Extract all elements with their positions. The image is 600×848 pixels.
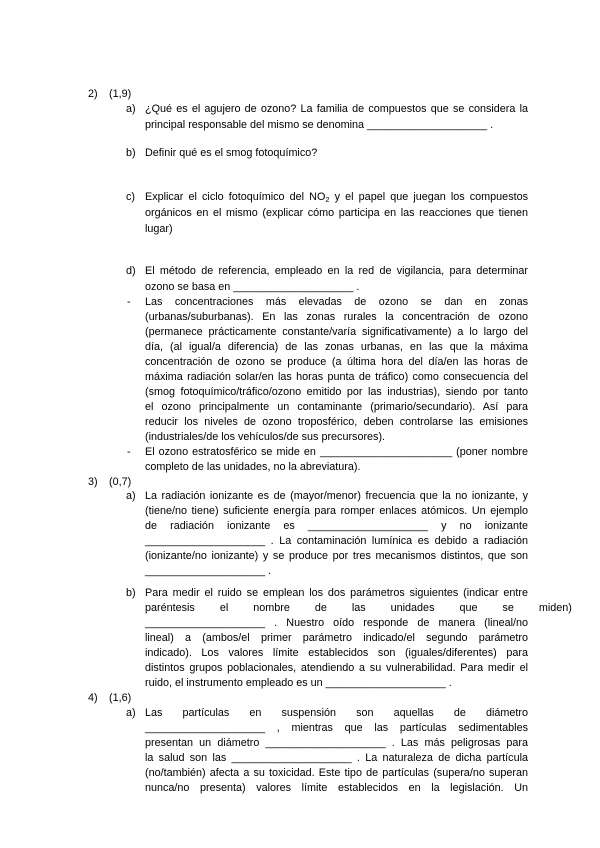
q2e-line: día, (al igual/a diferencia) de las zonas urbanas, en las que la máxima (145, 341, 528, 353)
q3b-line: ruido, el instrumento empleado es un ____________________ . (145, 677, 452, 689)
q4a-line: nunca/no presenta) valores límite establecidos en la legislación. Un (145, 782, 528, 794)
q2f-bullet: - (127, 446, 131, 458)
q3b-line: Para medir el ruido se emplean los dos parámetros siguientes (indicar entre (145, 587, 528, 599)
q3-number: 3) (88, 476, 98, 488)
q2e-line: (urbanas/suburbanas). En las zonas rurales la concentración de ozono (145, 311, 528, 323)
q3b-line: ____________________ . Nuestro oído responde de manera (lineal/no (145, 617, 528, 629)
q2e-line: máxima radiación solar/en las horas punta de tráfico) como consecuencia del (145, 371, 528, 383)
q2-points: (1,9) (109, 88, 132, 100)
q3b-line: paréntesis el nombre de las unidades que se miden) (145, 602, 572, 614)
q4a-line: la salud son las ____________________ . La naturaleza de dicha partícula (145, 752, 528, 764)
q3b-letter: b) (126, 587, 136, 599)
q2d-letter: d) (126, 265, 136, 277)
no2-subscript: 2 (325, 195, 330, 204)
q2c-line-1-start: Explicar el ciclo fotoquímico del NO (145, 191, 326, 203)
q3b-line: lineal) a (ambos/el primer parámetro indicado/el segundo parámetro (145, 632, 528, 644)
q2e-line: concentración de ozono se produce (a última hora del día/en las horas de (145, 356, 528, 368)
q3a-line: La radiación ionizante es de (mayor/menor) frecuencia que la no ionizante, y (145, 490, 528, 502)
q2c-line-3: lugar) (145, 223, 173, 235)
q3-points: (0,7) (109, 476, 132, 488)
q4a-line: (no/también) afecta a su toxicidad. Este tipo de partículas (supera/no superan (145, 767, 528, 779)
q2f-line-2: completo de las unidades, no la abreviatura). (145, 461, 361, 473)
q3a-line: (ionizante/no ionizante) y se produce por tres mecanismos distintos, que son (145, 550, 528, 562)
q3a-letter: a) (126, 490, 136, 502)
q2a-line-2: principal responsable del mismo se denomina ____________________ . (145, 119, 494, 131)
q3a-line: (tiene/no tiene) suficiente energía para romper enlaces atómicos. Un ejemplo (145, 505, 528, 517)
q2e-line: (permanece prácticamente constante/varía significativamente) a lo largo del (145, 326, 528, 338)
q3b-line: distintos grupos poblacionales, atendiendo a su vulnerabilidad. Para medir el (145, 662, 528, 674)
q2b-line-1: Definir qué es el smog fotoquímico? (145, 147, 318, 159)
q3a-line: de radiación ionizante es ____________________ y no ionizante (145, 520, 528, 532)
q4-points: (1,6) (109, 692, 132, 704)
q3a-line: ____________________ . (145, 565, 272, 577)
q2e-line: el ozono principalmente un contaminante (primario/secundario). Así para (145, 401, 528, 413)
q4a-line: Las partículas en suspensión son aquellas de diámetro (145, 707, 528, 719)
q4a-letter: a) (126, 707, 136, 719)
q4a-line: ____________________ , mientras que las partículas sedimentables (145, 722, 528, 734)
q2e-line: Las concentraciones más elevadas de ozono se dan en zonas (145, 296, 528, 308)
q2c-line-1-end: y el papel que juegan los compuestos (329, 191, 528, 203)
q2a-line-1: ¿Qué es el agujero de ozono? La familia de compuestos que se considera la (145, 103, 528, 115)
q2e-line: reducir los niveles de ozono troposférico, deben controlarse las emisiones (145, 416, 528, 428)
q3a-line: ____________________ . La contaminación lumínica es debido a radiación (145, 535, 528, 547)
q2f-line-1: El ozono estratosférico se mide en ______________________ (poner nombre (145, 446, 528, 458)
q2d-line-1: El método de referencia, empleado en la red de vigilancia, para determinar (145, 265, 528, 277)
q2-number: 2) (88, 88, 98, 100)
q2e-bullet: - (127, 296, 131, 308)
q4-number: 4) (88, 692, 98, 704)
q2e-line: (industriales/de los vehículos/de sus precursores). (145, 431, 386, 443)
q4a-line: presentan un diámetro ____________________ . Las más peligrosas para (145, 737, 528, 749)
q2a-letter: a) (126, 103, 136, 115)
q2b-letter: b) (126, 147, 136, 159)
q2c-line-2: orgánicos en el mismo (explicar cómo participa en las reacciones que tienen (145, 207, 528, 219)
q2e-line: (smog fotoquímico/tráfico/ozono emitido por las industrias), siendo por tanto (145, 386, 528, 398)
q2d-line-2: ozono se basa en ____________________ . (145, 281, 360, 293)
q2c-letter: c) (126, 191, 135, 203)
q3b-line: indicado). Los valores límite establecidos son (iguales/diferentes) para (145, 647, 528, 659)
